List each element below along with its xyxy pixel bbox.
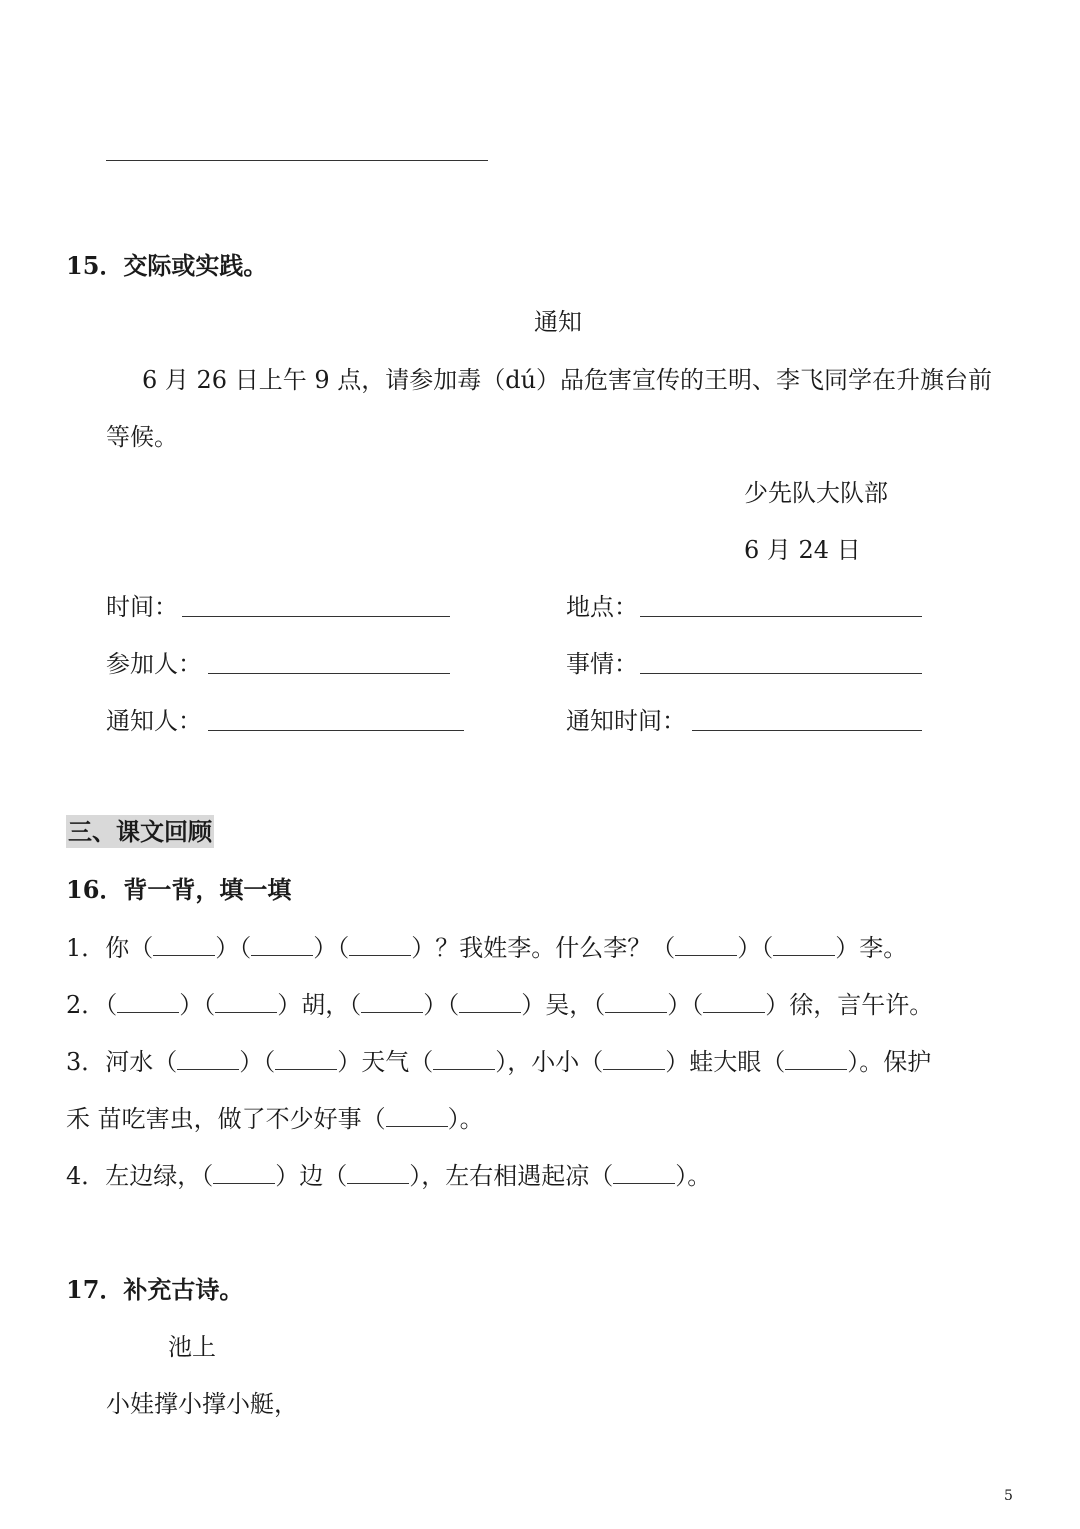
item-number: 2． bbox=[66, 991, 106, 1019]
notice-body-line-2: 等候。 bbox=[106, 423, 178, 451]
notifier-label: 通知人： bbox=[106, 707, 202, 735]
text: 左边绿， bbox=[105, 1162, 202, 1190]
text: 河水 bbox=[105, 1048, 154, 1076]
text: 你 bbox=[105, 934, 130, 962]
time-label: 时间： bbox=[106, 593, 178, 621]
blank[interactable] bbox=[361, 992, 423, 1013]
q16-line-2: 2．（ ）（ ）胡，（ ）（ ）吴，（ ）（ ）徐，言午许。 bbox=[66, 991, 934, 1019]
text: 禾 苗吃害虫，做了不少好事 bbox=[66, 1105, 362, 1133]
text: 边 bbox=[299, 1162, 324, 1190]
blank[interactable] bbox=[675, 935, 737, 956]
item-number: 1． bbox=[66, 934, 106, 962]
blank[interactable] bbox=[785, 1049, 847, 1070]
section-3-title-text: 三、课文回顾 bbox=[68, 817, 212, 846]
place-label: 地点： bbox=[566, 593, 638, 621]
notice-time-label: 通知时间： bbox=[566, 707, 686, 735]
time-answer-line[interactable] bbox=[182, 616, 450, 617]
notice-time-answer-line[interactable] bbox=[692, 730, 922, 731]
blank[interactable] bbox=[773, 935, 835, 956]
blank[interactable] bbox=[347, 1163, 409, 1184]
text: ？我姓李。什么李？ bbox=[435, 934, 652, 962]
poem-title: 池上 bbox=[168, 1333, 216, 1361]
text: ，左右相遇起凉 bbox=[421, 1162, 590, 1190]
blank[interactable] bbox=[605, 992, 667, 1013]
blank[interactable] bbox=[117, 992, 179, 1013]
blank[interactable] bbox=[703, 992, 765, 1013]
answer-line bbox=[106, 160, 488, 161]
question-16-title: 16．背一背，填一填 bbox=[66, 875, 292, 904]
q16-line-3-continued: 禾 苗吃害虫，做了不少好事（ ）。 bbox=[66, 1105, 484, 1133]
text: 李。 bbox=[859, 934, 908, 962]
blank[interactable] bbox=[603, 1049, 665, 1070]
notifier-answer-line[interactable] bbox=[208, 730, 464, 731]
blank[interactable] bbox=[177, 1049, 239, 1070]
notice-title: 通知 bbox=[534, 308, 582, 336]
text: 徐，言午许。 bbox=[789, 991, 934, 1019]
matter-label: 事情： bbox=[566, 650, 638, 678]
notice-signature: 少先队大队部 bbox=[744, 479, 888, 507]
place-answer-line[interactable] bbox=[640, 616, 922, 617]
page-number: 5 bbox=[1004, 1488, 1013, 1504]
blank[interactable] bbox=[213, 1163, 275, 1184]
question-15-title: 15．交际或实践。 bbox=[66, 251, 268, 280]
blank[interactable] bbox=[433, 1049, 495, 1070]
q16-line-4: 4．左边绿，（ ）边（ ），左右相遇起凉（ ）。 bbox=[66, 1162, 712, 1190]
blank[interactable] bbox=[275, 1049, 337, 1070]
item-number: 4． bbox=[66, 1162, 106, 1190]
blank[interactable] bbox=[215, 992, 277, 1013]
text: 。 bbox=[459, 1105, 484, 1133]
blank[interactable] bbox=[153, 935, 215, 956]
text: 胡， bbox=[301, 991, 350, 1019]
notice-date: 6 月 24 日 bbox=[744, 536, 861, 564]
blank[interactable] bbox=[251, 935, 313, 956]
matter-answer-line[interactable] bbox=[640, 673, 922, 674]
participants-label: 参加人： bbox=[106, 650, 202, 678]
q16-line-1: 1．你（ ）（ ）（ ）？我姓李。什么李？（ ）（ ）李。 bbox=[66, 934, 908, 962]
participants-answer-line[interactable] bbox=[208, 673, 450, 674]
q16-line-3: 3．河水（ ）（ ）天气（ ），小小（ ）蛙大眼（ ）。保护 bbox=[66, 1048, 932, 1076]
question-17-title: 17．补充古诗。 bbox=[66, 1275, 244, 1304]
item-number: 3． bbox=[66, 1048, 106, 1076]
blank[interactable] bbox=[613, 1163, 675, 1184]
text: ，小小 bbox=[507, 1048, 580, 1076]
text: 。 bbox=[687, 1162, 712, 1190]
blank[interactable] bbox=[386, 1106, 448, 1127]
section-3-title bbox=[66, 817, 214, 846]
text: 天气 bbox=[361, 1048, 410, 1076]
blank[interactable] bbox=[349, 935, 411, 956]
notice-body-line-1: 6 月 26 日上午 9 点，请参加毒（dú）品危害宣传的王明、李飞同学在升旗台前 bbox=[142, 366, 993, 394]
text: 蛙大眼 bbox=[689, 1048, 762, 1076]
poem-line-1: 小娃撑小撑小艇， bbox=[106, 1390, 298, 1418]
text: 吴， bbox=[545, 991, 594, 1019]
blank[interactable] bbox=[459, 992, 521, 1013]
text: 。保护 bbox=[859, 1048, 932, 1076]
